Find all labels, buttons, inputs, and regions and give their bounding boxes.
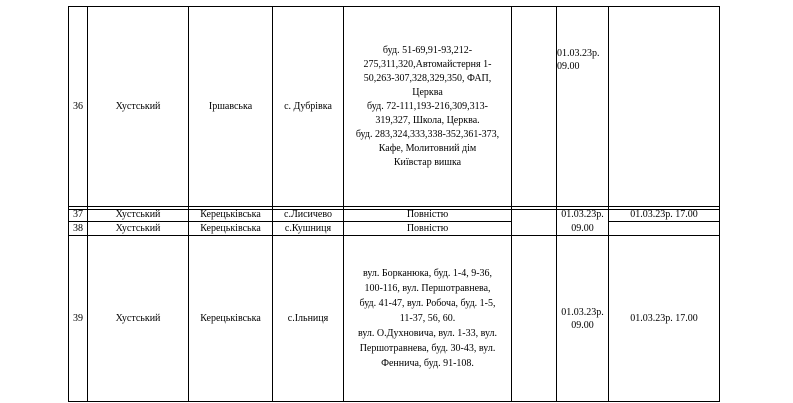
row-38-number: 38 xyxy=(73,223,83,234)
row-36-district: Хустський xyxy=(115,100,161,112)
row-39-end: 01.03.23р. 17.00 xyxy=(630,312,698,324)
address-line: буд. 283,324,333,338-352,361-373, xyxy=(355,128,500,140)
row-37-end: 01.03.23р. 17.00 xyxy=(630,209,698,220)
address-line: буд. 51-69,91-93,212- xyxy=(382,44,473,56)
address-line: Першотравнева, буд. 30-43, вул. xyxy=(359,343,496,354)
row-38-address: Повністю xyxy=(406,223,449,234)
row-37-address: Повністю xyxy=(406,209,449,220)
start-time: 09.00 xyxy=(557,61,580,72)
address-line: 275,311,320,Автомайстерня 1- xyxy=(363,58,492,70)
row-39-address xyxy=(344,236,511,401)
address-line: 11-37, 56, 60. xyxy=(399,313,456,324)
row-37-village: с.Лисичево xyxy=(284,209,332,220)
address-line: 319,327, Школа, Церква. xyxy=(375,114,480,126)
row-36-village: с. Дубрівка xyxy=(284,100,332,112)
row-36-address xyxy=(344,7,511,206)
start-date: 01.03.23р. xyxy=(561,306,604,318)
address-line: Церква xyxy=(412,86,443,98)
row-39-district: Хустський xyxy=(115,312,161,324)
row-39-start xyxy=(557,236,608,401)
row-37-start: 01.03.23р. xyxy=(561,209,604,220)
start-time: 09.00 xyxy=(571,319,594,331)
row-38-end xyxy=(609,222,719,236)
address-line: 100-116, вул. Першотравнева, xyxy=(364,283,491,294)
row-39-number: 39 xyxy=(73,312,83,324)
row-36-number: 36 xyxy=(73,100,83,112)
address-line: буд. 72-111,193-216,309,313- xyxy=(367,100,488,112)
row-37-number: 37 xyxy=(73,209,83,220)
address-line: буд. 41-47, вул. Робоча, буд. 1-5, xyxy=(359,298,496,309)
row-37-district: Хустський xyxy=(115,209,161,220)
address-line: Феннича, буд. 91-108. xyxy=(381,358,474,369)
row-39-village: с.Ільниця xyxy=(287,312,329,324)
address-line: вул. О.Духновича, вул. 1-33, вул. xyxy=(357,328,498,339)
row-38-village: с.Кушниця xyxy=(284,223,332,234)
row-37-community: Керецьківська xyxy=(200,209,261,220)
address-line: вул. Борканюка, буд. 1-4, 9-36, xyxy=(362,268,493,279)
row-38-start: 09.00 xyxy=(571,223,594,234)
row-38-community: Керецьківська xyxy=(200,223,261,234)
address-line: 50,263-307,328,329,350, ФАП, xyxy=(363,72,492,84)
row-36-start xyxy=(557,40,608,80)
row-38-district: Хустський xyxy=(115,223,161,234)
row-36-end xyxy=(609,7,719,206)
row-36-community: Іршавська xyxy=(208,100,253,112)
address-line: Кафе, Молитовний дім xyxy=(378,142,477,154)
row-39-community: Керецьківська xyxy=(200,312,261,324)
start-date: 01.03.23р. xyxy=(557,48,600,59)
address-line: Київстар вишка xyxy=(393,156,462,168)
